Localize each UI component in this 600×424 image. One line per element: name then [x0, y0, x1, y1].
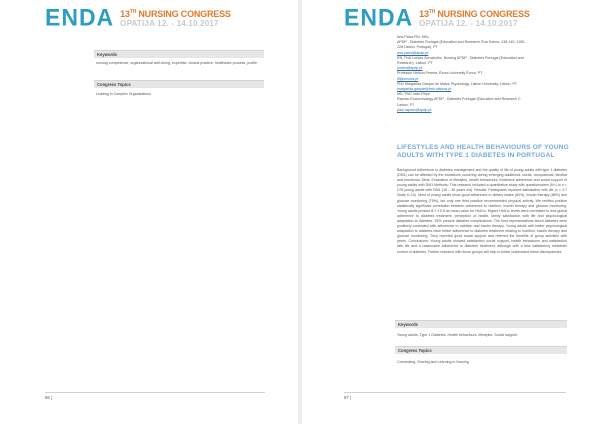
page-number: 56 | [45, 395, 52, 400]
author-email-link[interactable]: lurdes@apdp.pt [397, 66, 423, 71]
author-line: MD, PhD João Filipe [397, 92, 430, 97]
author-line: RN, PhD Lurdes Serrabulho, Nursing APDP - Diabetes Portugal (Education and [397, 55, 524, 60]
author-block [397, 35, 567, 113]
page-number: 57 | [344, 395, 351, 400]
congress-number: 13 [120, 9, 130, 19]
author-line: Raposo Endocrinology APDP - Diabetes Portugal (Education and Research C [397, 97, 521, 102]
left-page [0, 0, 296, 424]
congress-topics-label: Congress Topics [395, 346, 567, 354]
congress-label: NURSING CONGRESS [435, 9, 530, 19]
congress-title-block [419, 7, 530, 29]
venue-dates: OPATIJA 12. - 14.10.2017 [120, 19, 219, 28]
congress-logo [344, 3, 530, 31]
keywords-text: Young adults, Type 1 Diabetes, Health behaviours, lifestyles, Social support [397, 333, 518, 337]
congress-title-block [120, 7, 231, 29]
author-email-link[interactable]: ana.paiva@apdp.pt [397, 50, 429, 55]
right-page [304, 0, 600, 424]
abstract-body: Background Adherence to diabetes management and the quality of life of young adults with type 1 diabetes (DM1) can be affected by the transitions occurring during emerging adulthood: social, occupational, familiar and emotional. Aims: Evaluation of lifestyles, health behaviours, treatment adherence and social support of young adults with DM1 Methods: This research included a quantitative study with questionnaires (N=) to n = 278 young adults with DM1 (18 – 35 years old). Results: Participants reported satisfaction with life (x = 3.7 Scale 0–10). Most of young adults show good adherence to dietary intake (80%), insulin therapy (86%) and glucose monitoring (75%), but only one third practice recommended physical activity. We verified positive statistically significant correlation between adherence to nutrition, insulin therapy and glucose monitoring. Young adults present 8.7 ± 0.5 as mean value for HbA1c. Higher HbA1c levels were correlated to less global adherence to diabetes treatment, perception of health, family satisfaction with life and psychological adaptation to diabetes. 33% present diabetes complications. The best representations about diabetes were positively correlated with adherence to nutrition and insulin therapy. Young adults with better psychological adaptation to diabetes have better adherence to diabetes treatment relating to nutrition, insulin therapy and glucose monitoring. They reported good social support and referred the benefits of group activities with peers. Conclusions: Young adults showed satisfaction social support, health behaviours and satisfaction with life and a reasonable adherence to diabetes treatment, although with a less satisfactory metabolic control of diabetes. Further research with focus groups will help to better understand these discrepancies [397, 168, 567, 254]
page-gutter [298, 0, 302, 424]
congress-topics-text: Leading in Complex Organisations [96, 92, 151, 96]
author-line: 228 Lisbon, Portugal), PT [397, 45, 438, 50]
keywords-label: Keywords [94, 50, 264, 58]
footer-rule [45, 392, 265, 393]
author-line: Professor Nelson Pereira, Évora University Évora, PT [397, 71, 483, 76]
congress-topics-text: Connecting, Sharing and Learning in Nursing [397, 360, 469, 364]
congress-logo [45, 3, 231, 31]
author-line: PhD Margarida Gaspar de Matos Psychology, Lisbon University, Lisbon, PT [397, 81, 518, 86]
author-email-link[interactable]: ilf@uevora.pt [397, 76, 419, 81]
author-line: APDP - Diabetes Portugal (Education and Research Rua Sotero, 138-140, 1150- [397, 40, 526, 45]
congress-number: 13 [419, 9, 429, 19]
author-line: Research), Lisbon, PT [397, 61, 433, 66]
enda-brand: ENDA [344, 3, 414, 31]
author-email-link[interactable]: joao.raposo@apdp.pt [397, 107, 432, 112]
congress-title [419, 7, 530, 19]
congress-suffix: TH [428, 9, 436, 15]
keywords-label: Keywords [395, 320, 567, 328]
author-line: Ana Paiva RN, MSc [397, 35, 429, 39]
congress-label: NURSING CONGRESS [136, 9, 231, 19]
footer-rule [344, 392, 566, 393]
abstract-title: LIFESTYLES AND HEALTH BEHAVIOURS OF YOUNG ADULTS WITH TYPE 1 DIABETES IN PORTUGAL [397, 144, 569, 159]
author-line: Lisbon, PT [397, 102, 415, 107]
keywords-text: nursing competence, organizational well-being, expertise, clinical practice, healthcare process, profile [96, 61, 258, 65]
congress-suffix: TH [129, 9, 137, 15]
author-email-link[interactable]: margarida.gaspar@fmh.ulisboa.pt [397, 87, 452, 92]
venue-dates: OPATIJA 12. - 14.10.2017 [419, 19, 518, 28]
congress-topics-label: Congress Topics [94, 80, 264, 88]
enda-brand: ENDA [45, 3, 115, 31]
congress-title [120, 7, 231, 19]
